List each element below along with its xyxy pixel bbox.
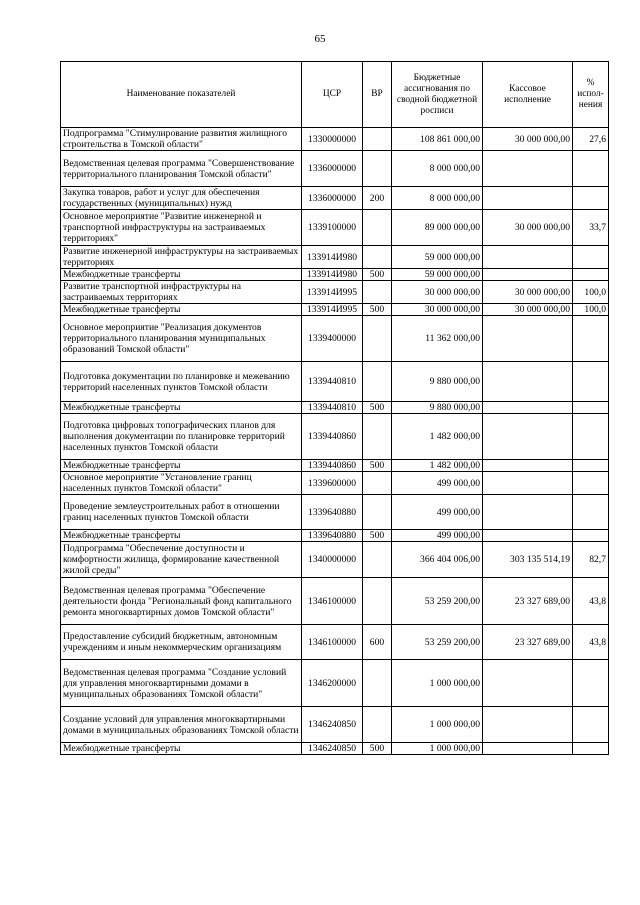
cell-execution — [483, 246, 573, 269]
cell-execution — [483, 269, 573, 281]
cell-name: Развитие инженерной инфраструктуры на застраиваемых территориях — [61, 246, 302, 269]
cell-percent — [573, 460, 609, 472]
cell-vr — [363, 472, 392, 495]
cell-csr: 1339640880 — [302, 530, 363, 542]
table-row — [61, 362, 609, 402]
cell-budget: 1 000 000,00 — [392, 707, 483, 743]
cell-execution: 30 000 000,00 — [483, 281, 573, 304]
cell-csr: 133914И980 — [302, 246, 363, 269]
table-row — [61, 414, 609, 460]
cell-budget: 9 880 000,00 — [392, 402, 483, 414]
cell-name: Ведомственная целевая программа "Создание условий для управления многоквартирными домами в муниципальных образованиях Томской области" — [61, 660, 302, 707]
cell-execution — [483, 743, 573, 755]
cell-csr: 1339440860 — [302, 414, 363, 460]
cell-csr: 1346200000 — [302, 660, 363, 707]
cell-vr — [363, 151, 392, 187]
table-row — [61, 530, 609, 542]
cell-percent: 82,7 — [573, 542, 609, 578]
cell-execution: 30 000 000,00 — [483, 128, 573, 151]
cell-vr: 500 — [363, 402, 392, 414]
cell-budget: 1 482 000,00 — [392, 414, 483, 460]
table-row — [61, 578, 609, 625]
cell-csr: 1339440860 — [302, 460, 363, 472]
cell-name: Ведомственная целевая программа "Обеспечение деятельности фонда "Региональный фонд капитального ремонта многоквартирных домов Томской области" — [61, 578, 302, 625]
cell-name: Проведение землеустроительных работ в отношении границ населенных пунктов Томской области — [61, 495, 302, 530]
cell-name: Предоставление субсидий бюджетным, автономным учреждениям и иным некоммерческим организациям — [61, 625, 302, 660]
cell-percent — [573, 495, 609, 530]
cell-vr: 500 — [363, 304, 392, 316]
cell-execution — [483, 362, 573, 402]
cell-csr: 133914И995 — [302, 304, 363, 316]
cell-execution: 30 000 000,00 — [483, 210, 573, 246]
cell-vr — [363, 128, 392, 151]
cell-percent — [573, 743, 609, 755]
table-row — [61, 187, 609, 210]
budget-table — [60, 61, 609, 755]
table-row — [61, 128, 609, 151]
cell-percent: 100,0 — [573, 281, 609, 304]
cell-execution: 303 135 514,19 — [483, 542, 573, 578]
cell-csr: 1346240850 — [302, 707, 363, 743]
cell-budget: 9 880 000,00 — [392, 362, 483, 402]
cell-budget: 30 000 000,00 — [392, 281, 483, 304]
cell-name: Подготовка документации по планировке и межеванию территорий населенных пунктов Томской области — [61, 362, 302, 402]
cell-csr: 1339440810 — [302, 362, 363, 402]
cell-budget: 499 000,00 — [392, 472, 483, 495]
cell-budget: 366 404 006,00 — [392, 542, 483, 578]
cell-name: Основное мероприятие "Установление границ населенных пунктов Томской области" — [61, 472, 302, 495]
table-header — [61, 62, 609, 128]
cell-csr: 1336000000 — [302, 187, 363, 210]
cell-csr: 1346100000 — [302, 625, 363, 660]
table-row — [61, 316, 609, 362]
table-row — [61, 743, 609, 755]
header-percent: % испол- нения — [573, 62, 609, 128]
cell-execution — [483, 472, 573, 495]
cell-execution — [483, 402, 573, 414]
table-row — [61, 625, 609, 660]
cell-percent — [573, 472, 609, 495]
cell-csr: 133914И980 — [302, 269, 363, 281]
cell-vr: 500 — [363, 460, 392, 472]
cell-vr — [363, 246, 392, 269]
header-vr: ВР — [363, 62, 392, 128]
cell-vr: 200 — [363, 187, 392, 210]
cell-percent — [573, 269, 609, 281]
cell-percent — [573, 402, 609, 414]
cell-csr: 1340000000 — [302, 542, 363, 578]
table-row — [61, 151, 609, 187]
cell-execution — [483, 414, 573, 460]
cell-name: Закупка товаров, работ и услуг для обеспечения государственных (муниципальных) нужд — [61, 187, 302, 210]
cell-execution — [483, 707, 573, 743]
cell-percent: 100,0 — [573, 304, 609, 316]
cell-name: Межбюджетные трансферты — [61, 402, 302, 414]
cell-budget: 11 362 000,00 — [392, 316, 483, 362]
cell-vr: 500 — [363, 269, 392, 281]
cell-budget: 499 000,00 — [392, 530, 483, 542]
table-row — [61, 460, 609, 472]
cell-execution — [483, 187, 573, 210]
cell-vr — [363, 707, 392, 743]
table-row — [61, 472, 609, 495]
cell-percent — [573, 187, 609, 210]
page-number: 65 — [314, 33, 326, 45]
cell-budget: 8 000 000,00 — [392, 187, 483, 210]
cell-csr: 1339400000 — [302, 316, 363, 362]
table-row — [61, 660, 609, 707]
cell-name: Межбюджетные трансферты — [61, 743, 302, 755]
table-body — [61, 128, 609, 755]
cell-vr — [363, 542, 392, 578]
cell-budget: 1 000 000,00 — [392, 743, 483, 755]
cell-name: Подпрограмма "Обеспечение доступности и комфортности жилища, формирование качественной жилой среды" — [61, 542, 302, 578]
table-row — [61, 707, 609, 743]
table-row — [61, 269, 609, 281]
cell-vr: 500 — [363, 530, 392, 542]
cell-percent — [573, 530, 609, 542]
cell-percent — [573, 707, 609, 743]
cell-vr — [363, 495, 392, 530]
table-row — [61, 246, 609, 269]
cell-budget: 89 000 000,00 — [392, 210, 483, 246]
cell-budget: 59 000 000,00 — [392, 269, 483, 281]
cell-budget: 499 000,00 — [392, 495, 483, 530]
cell-budget: 53 259 200,00 — [392, 578, 483, 625]
table-row — [61, 304, 609, 316]
cell-percent: 33,7 — [573, 210, 609, 246]
cell-execution: 23 327 689,00 — [483, 578, 573, 625]
cell-vr — [363, 414, 392, 460]
cell-vr — [363, 210, 392, 246]
cell-csr: 133914И995 — [302, 281, 363, 304]
cell-budget: 1 000 000,00 — [392, 660, 483, 707]
cell-name: Основное мероприятие "Реализация документов территориального планирования муниципальных образований Томской области" — [61, 316, 302, 362]
cell-name: Подготовка цифровых топографических планов для выполнения документации по планировке территорий населенных пунктов Томской области — [61, 414, 302, 460]
table-row — [61, 495, 609, 530]
cell-execution — [483, 495, 573, 530]
table-row — [61, 542, 609, 578]
table-row — [61, 281, 609, 304]
cell-execution: 23 327 689,00 — [483, 625, 573, 660]
cell-csr: 1339600000 — [302, 472, 363, 495]
cell-vr — [363, 578, 392, 625]
cell-execution — [483, 316, 573, 362]
cell-vr — [363, 281, 392, 304]
cell-budget: 53 259 200,00 — [392, 625, 483, 660]
cell-csr: 1339440810 — [302, 402, 363, 414]
cell-execution — [483, 530, 573, 542]
cell-name: Создание условий для управления многоквартирными домами в муниципальных образованиях Томской области — [61, 707, 302, 743]
cell-percent: 43,8 — [573, 578, 609, 625]
cell-csr: 1346240850 — [302, 743, 363, 755]
cell-vr — [363, 316, 392, 362]
cell-execution: 30 000 000,00 — [483, 304, 573, 316]
cell-budget: 8 000 000,00 — [392, 151, 483, 187]
cell-name: Межбюджетные трансферты — [61, 269, 302, 281]
cell-vr — [363, 362, 392, 402]
cell-budget: 59 000 000,00 — [392, 246, 483, 269]
table-row — [61, 402, 609, 414]
cell-vr: 500 — [363, 743, 392, 755]
cell-budget: 30 000 000,00 — [392, 304, 483, 316]
cell-vr: 600 — [363, 625, 392, 660]
cell-csr: 1339640880 — [302, 495, 363, 530]
cell-budget: 108 861 000,00 — [392, 128, 483, 151]
cell-execution — [483, 151, 573, 187]
cell-percent: 43,8 — [573, 625, 609, 660]
cell-name: Ведомственная целевая программа "Совершенствование территориального планирования Томской области" — [61, 151, 302, 187]
cell-percent — [573, 151, 609, 187]
cell-csr: 1346100000 — [302, 578, 363, 625]
cell-budget: 1 482 000,00 — [392, 460, 483, 472]
header-execution: Кассовое исполнение — [483, 62, 573, 128]
cell-percent — [573, 660, 609, 707]
cell-execution — [483, 660, 573, 707]
cell-execution — [483, 460, 573, 472]
cell-csr: 1336000000 — [302, 151, 363, 187]
cell-percent — [573, 246, 609, 269]
cell-percent — [573, 316, 609, 362]
cell-vr — [363, 660, 392, 707]
cell-name: Межбюджетные трансферты — [61, 304, 302, 316]
table-row — [61, 210, 609, 246]
cell-name: Межбюджетные трансферты — [61, 530, 302, 542]
cell-name: Межбюджетные трансферты — [61, 460, 302, 472]
header-csr: ЦСР — [302, 62, 363, 128]
cell-percent — [573, 414, 609, 460]
cell-percent — [573, 362, 609, 402]
header-budget: Бюджетные ассигнования по сводной бюджетной росписи — [392, 62, 483, 128]
cell-csr: 1330000000 — [302, 128, 363, 151]
cell-percent: 27,6 — [573, 128, 609, 151]
cell-csr: 1339100000 — [302, 210, 363, 246]
cell-name: Развитие транспортной инфраструктуры на застраиваемых территориях — [61, 281, 302, 304]
cell-name: Основное мероприятие "Развитие инженерной и транспортной инфраструктуры на застраиваемых территориях" — [61, 210, 302, 246]
cell-name: Подпрограмма "Стимулирование развития жилищного строительства в Томской области" — [61, 128, 302, 151]
header-name: Наименование показателей — [61, 62, 302, 128]
